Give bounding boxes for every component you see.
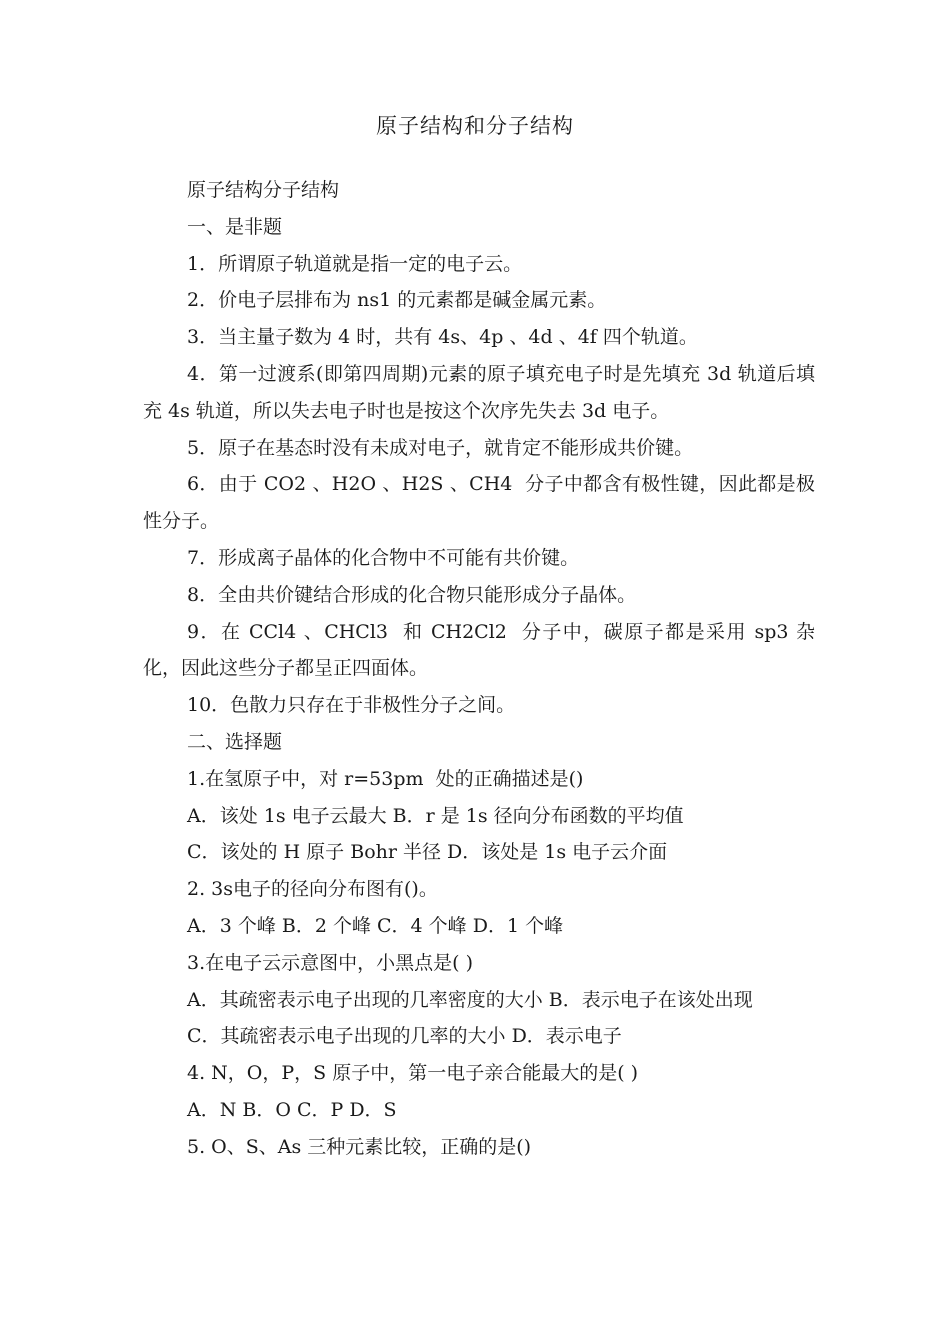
question-item: 3.在电子云示意图中，小黑点是( ) xyxy=(187,951,473,974)
question-item: 2. 3s电子的径向分布图有()。 xyxy=(187,878,438,901)
question-item: 1.在氢原子中，对 r=53pm 处的正确描述是() xyxy=(187,767,584,790)
answer-options: A．N B．O C．P D．S xyxy=(187,1098,397,1121)
document-body xyxy=(143,172,815,1166)
question-item: 5. O、S、As 三种元素比较，正确的是() xyxy=(187,1135,532,1158)
question-item: 4. N，O，P，S 原子中，第一电子亲合能最大的是( ) xyxy=(187,1062,639,1085)
question-item: 9．在 CCl4 、CHCl3 和 CH2Cl2 分子中，碳原子都是采用 sp3 杂化，因此这些分子都呈正四面体。 xyxy=(143,620,815,680)
answer-options: A．3 个峰 B．2 个峰 C．4 个峰 D．1 个峰 xyxy=(187,914,564,937)
question-item: 6．由于 CO2 、H2O 、H2S 、CH4 分子中都含有极性键，因此都是极性分子。 xyxy=(143,473,815,533)
question-item: 1．所谓原子轨道就是指一定的电子云。 xyxy=(187,252,523,275)
paragraph-subtitle: 原子结构分子结构 xyxy=(187,179,340,201)
question-item: 8．全由共价键结合形成的化合物只能形成分子晶体。 xyxy=(187,583,637,606)
answer-options: C．该处的 H 原子 Bohr 半径 D．该处是 1s 电子云介面 xyxy=(187,841,668,864)
question-item: 5．原子在基态时没有未成对电子，就肯定不能形成共价键。 xyxy=(187,436,694,459)
section-heading-true-false: 一、是非题 xyxy=(187,215,283,238)
answer-options: C．其疏密表示电子出现的几率的大小 D．表示电子 xyxy=(187,1025,622,1048)
question-item: 7．形成离子晶体的化合物中不可能有共价键。 xyxy=(187,546,580,569)
answer-options: A．其疏密表示电子出现的几率密度的大小 B．表示电子在该处出现 xyxy=(187,988,753,1011)
question-item: 4．第一过渡系(即第四周期)元素的原子填充电子时是先填充 3d 轨道后填充 4s 轨道，所以失去电子时也是按这个次序先失去 3d 电子。 xyxy=(143,362,815,422)
question-item: 3．当主量子数为 4 时，共有 4s、4p 、4d 、4f 四个轨道。 xyxy=(187,326,698,349)
question-item: 2．价电子层排布为 ns1 的元素都是碱金属元素。 xyxy=(187,289,607,312)
document-title: 原子结构和分子结构 xyxy=(376,114,574,138)
section-heading-multiple-choice: 二、选择题 xyxy=(187,730,283,753)
question-item: 10．色散力只存在于非极性分子之间。 xyxy=(187,694,516,717)
answer-options: A．该处 1s 电子云最大 B．r 是 1s 径向分布函数的平均值 xyxy=(187,804,684,827)
